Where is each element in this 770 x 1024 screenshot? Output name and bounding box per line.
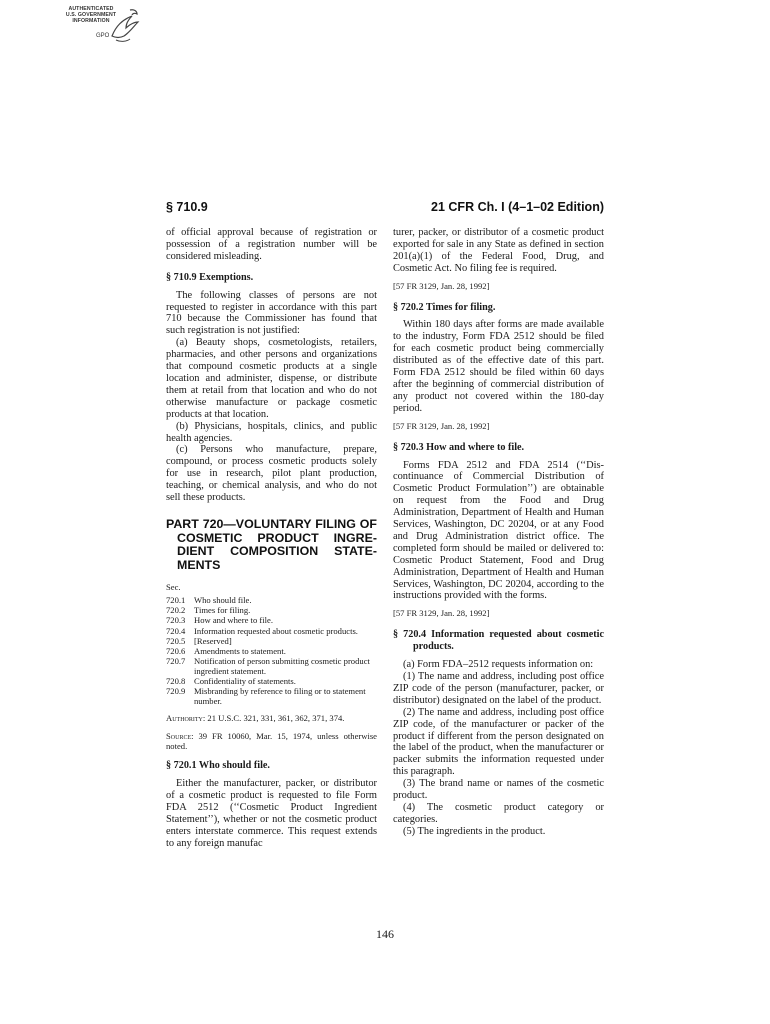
citation: [57 FR 3129, Jan. 28, 1992]	[393, 420, 490, 431]
toc-number: 720.3	[166, 615, 186, 626]
toc-number: 720.6	[166, 645, 186, 656]
toc-title: Confidentiality of statements.	[194, 675, 296, 686]
toc-title: Information requested about cosmetic products.	[194, 625, 358, 636]
source-text: : 39 FR 10060, Mar. 15, 1974, unless otherwise noted.	[166, 730, 377, 752]
eagle-icon	[108, 6, 140, 44]
source-note	[166, 731, 377, 752]
paragraph: (2) The name and address, including post office ZIP code, of the manufacturer or packer of the product if different from the person designated on the label of the product, when the manufacturer or packer submits the information requested under this paragraph.	[393, 706, 604, 778]
toc-item	[166, 595, 377, 605]
paragraph: Forms FDA 2512 and FDA 2514 (‘‘Discontinuance of Commercial Distribution of Cosmetic Product Formulation’’) are obtainable on request from the Food and Drug Administration, Department of Health and Human Services, Washington, DC 20204, or at any Food and Drug Administration district office. The completed form should be mailed or delivered to: Cosmetic Product Statement, Food and Drug Administration, Department of Health and Human Services, Washington, DC 20204, according to the instructions provided with the forms.	[393, 459, 604, 602]
toc-item	[166, 626, 377, 636]
paragraph: (b) Physicians, hospitals, clinics, and public health agencies.	[166, 420, 377, 444]
running-head-section: § 710.9	[166, 200, 208, 214]
toc-title: Notification of person submitting cosmetic product ingredient statement.	[194, 655, 370, 676]
section-heading: § 720.2 Times for filing.	[393, 301, 496, 313]
toc-item	[166, 686, 377, 706]
section-heading: § 720.4 Information requested about cosmetic products.	[393, 629, 604, 653]
section-heading: § 710.9 Exemptions.	[166, 271, 254, 283]
paragraph: (3) The brand name or names of the cosmetic product.	[393, 778, 604, 802]
section-heading: § 720.3 How and where to file.	[393, 441, 525, 453]
section-heading: § 720.1 Who should file.	[166, 760, 270, 772]
toc-number: 720.5	[166, 635, 186, 646]
toc-label: Sec.	[166, 582, 181, 593]
paragraph: (c) Persons who manufacture, prepare, compound, or process cosmetic products solely for use in research, pilot plant production, teaching, or chemical analysis, and who do not sell these products.	[166, 444, 377, 504]
authority-label: Authority	[166, 713, 203, 724]
toc-number: 720.2	[166, 605, 186, 616]
toc-title: Times for filing.	[194, 605, 251, 616]
right-column	[393, 227, 604, 838]
toc-item	[166, 636, 377, 646]
toc-item	[166, 656, 377, 676]
toc-title: Amendments to statement.	[194, 645, 286, 656]
toc-number: 720.8	[166, 675, 186, 686]
page-number: 146	[376, 927, 394, 941]
paragraph: (4) The cosmetic product category or categories.	[393, 801, 604, 825]
table-of-contents	[166, 595, 377, 706]
running-head-edition: 21 CFR Ch. I (4–1–02 Edition)	[431, 200, 604, 214]
paragraph: (5) The ingredients in the product.	[403, 825, 546, 837]
toc-number: 720.1	[166, 595, 186, 606]
toc-title: How and where to file.	[194, 615, 273, 626]
toc-item	[166, 646, 377, 656]
logo-line: AUTHENTICATED	[68, 6, 114, 12]
logo-gpo-text: GPO	[96, 33, 110, 39]
paragraph: Either the manufacturer, packer, or distributor of a cosmetic product is requested to file Form FDA 2512 (‘‘Cosmetic Product Ingredient Statement’’), whether or not the cosmetic product enters interstate commerce. This request extends to any foreign manufac	[166, 778, 377, 849]
toc-title: Who should file.	[194, 595, 252, 606]
toc-item	[166, 615, 377, 625]
citation: [57 FR 3129, Jan. 28, 1992]	[393, 608, 490, 619]
paragraph: (1) The name and address, including post office ZIP code of the person (manufacturer, packer, or distributor) designated on the label of the product.	[393, 671, 604, 706]
authority-text: : 21 U.S.C. 321, 331, 361, 362, 371, 374.	[202, 713, 345, 724]
paragraph: Within 180 days after forms are made available to the industry, Form FDA 2512 should be filed for each cosmetic product being commercially distributed as of the effective date of this part. Form FDA 2512 should be filed within 60 days after the beginning of commercial distribution of any product not covered within the 180-day period.	[393, 319, 604, 414]
paragraph: (a) Form FDA–2512 requests information on:	[403, 659, 594, 671]
left-column	[166, 227, 377, 850]
authority-note	[166, 713, 377, 723]
paragraph: of official approval because of registration or possession of a registration number will be considered misleading.	[166, 227, 377, 262]
toc-item	[166, 605, 377, 615]
paragraph: The following classes of persons are not requested to register in accordance with this part 710 because the Commissioner has found that such registration is not justified:	[166, 289, 377, 337]
toc-number: 720.9	[166, 686, 186, 697]
paragraph: turer, packer, or distributor of a cosmetic product exported for sale in any State as defined in section 201(a)(1) of the Federal Food, Drug, and Cosmetic Act. No filing fee is required.	[393, 227, 604, 274]
citation: [57 FR 3129, Jan. 28, 1992]	[393, 280, 490, 291]
part-title: PART 720—VOLUNTARY FILING OF COSMETIC PRODUCT INGREDIENT COMPOSITION STATEMENTS	[166, 516, 377, 572]
gpo-authentication-logo	[56, 6, 142, 46]
paragraph: (a) Beauty shops, cosmetologists, retailers, pharmacies, and other persons and organizations that compound cosmetic products at a single location and administer, dispense, or distribute them at retail from that location and who do not otherwise manufacture or package cosmetic products at that location.	[166, 337, 377, 420]
toc-item	[166, 676, 377, 686]
toc-number: 720.4	[166, 625, 186, 636]
toc-number: 720.7	[166, 655, 186, 666]
logo-line: U.S. GOVERNMENT	[65, 12, 117, 18]
toc-title: [Reserved]	[194, 635, 232, 646]
toc-title: Misbranding by reference to filing or to statement number.	[194, 686, 366, 707]
source-label: Source	[166, 730, 192, 741]
logo-line: INFORMATION	[72, 18, 110, 24]
